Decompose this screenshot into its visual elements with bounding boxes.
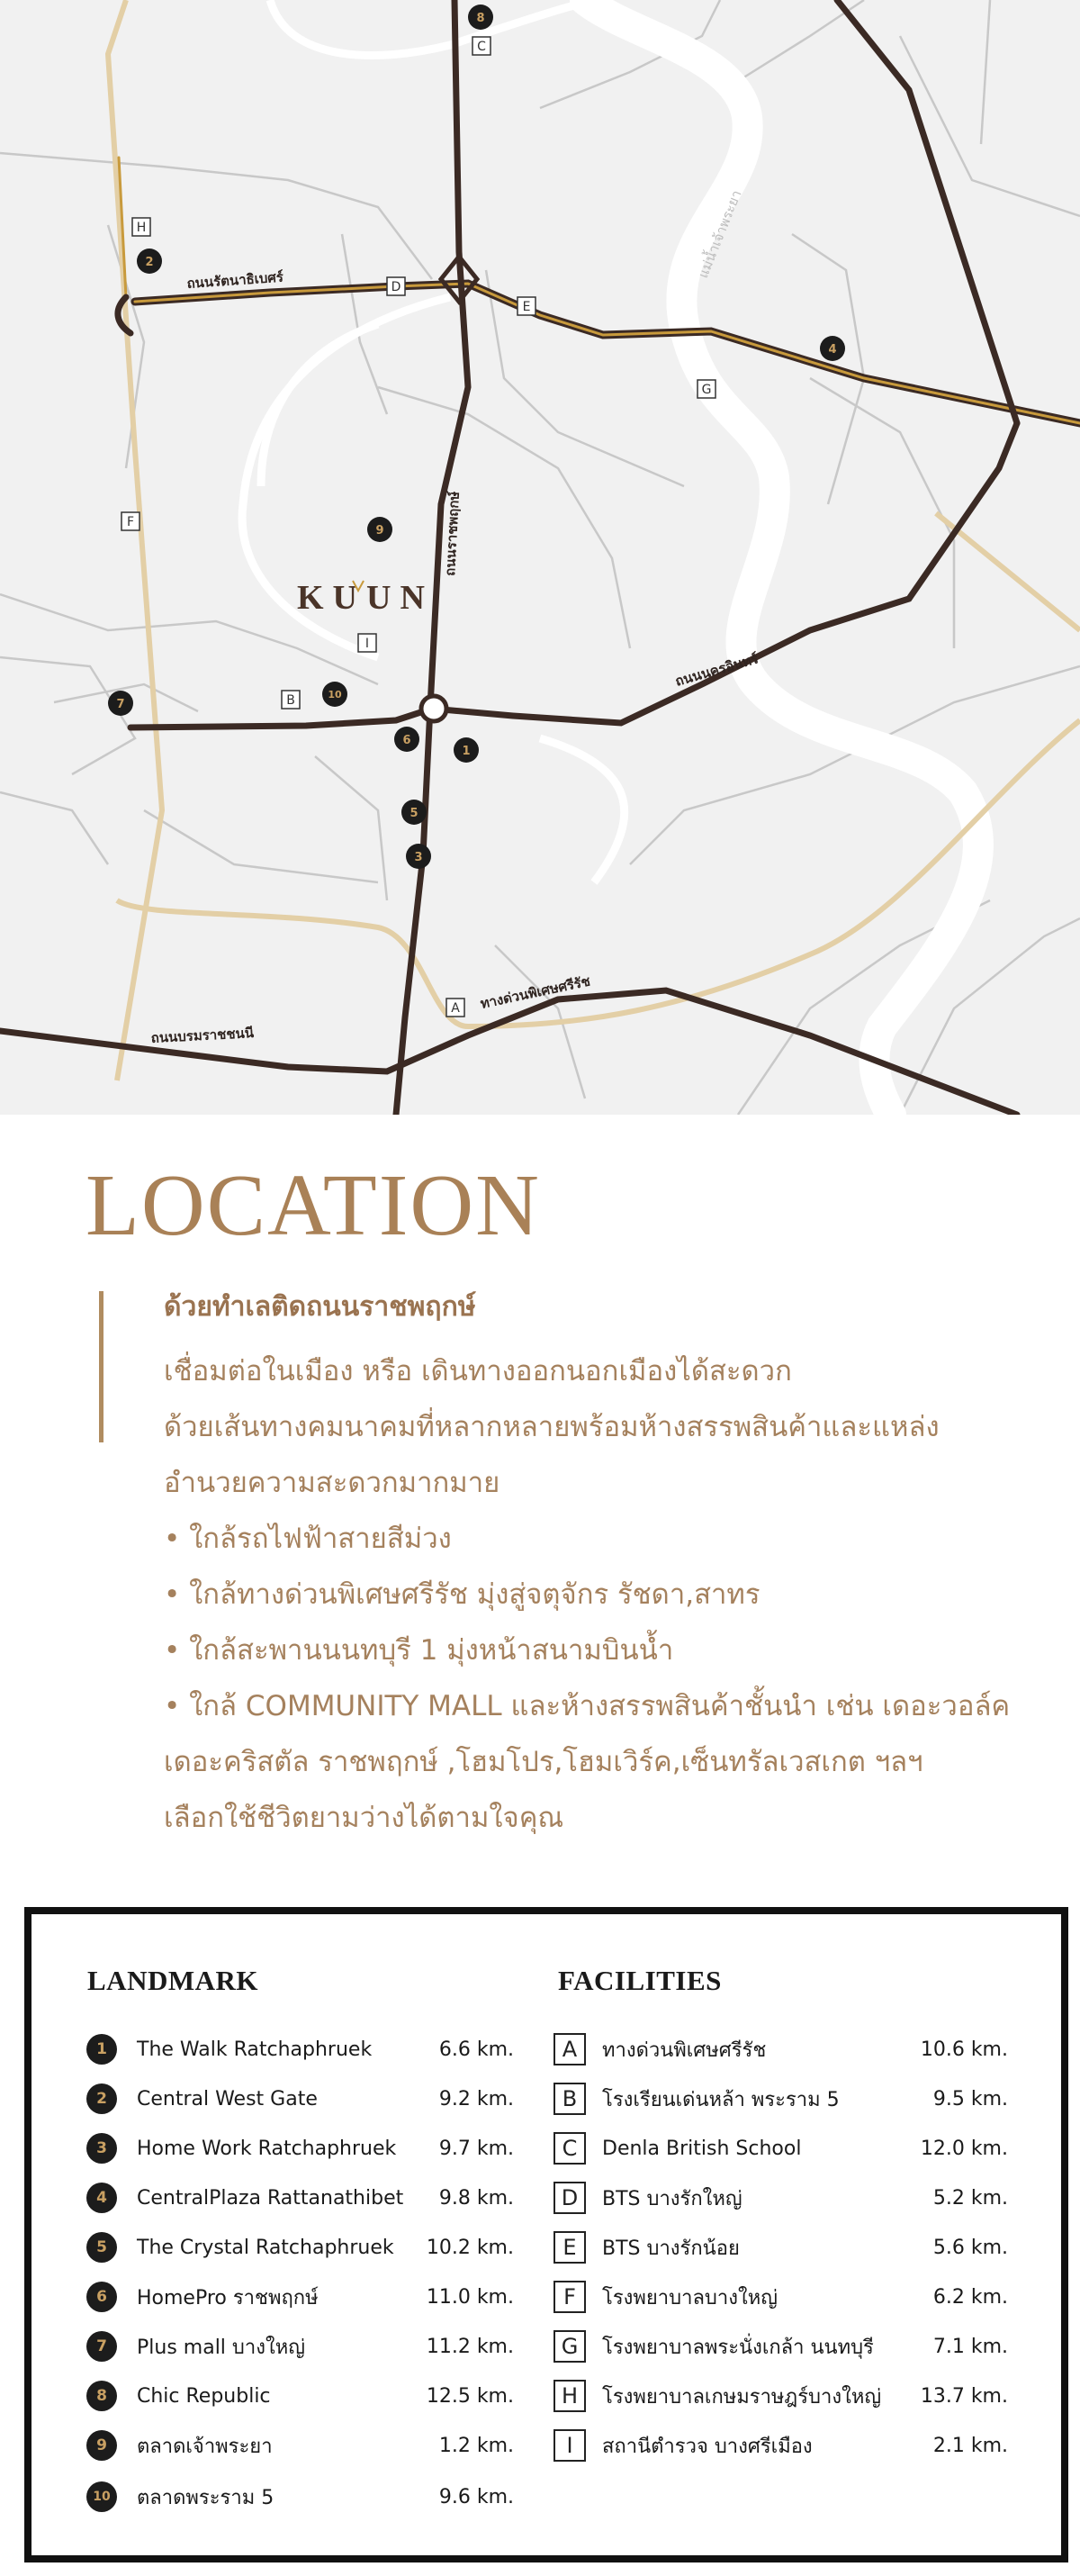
map-marker-1 <box>454 737 479 763</box>
map-marker-8 <box>468 5 493 30</box>
svg-text:3: 3 <box>414 851 423 864</box>
landmark-number-badge: 10 <box>86 2481 117 2512</box>
map-facility-c <box>472 37 490 55</box>
landmark-distance: 10.2 km. <box>426 2236 514 2259</box>
map-marker-6 <box>394 727 419 752</box>
map-facility-d <box>387 277 405 295</box>
facility-row <box>554 2378 1008 2414</box>
white-roads <box>242 0 625 882</box>
landmark-distance: 11.2 km. <box>426 2335 514 2358</box>
facility-name: Denla British School <box>602 2137 802 2160</box>
landmark-distance: 12.5 km. <box>426 2384 514 2408</box>
svg-text:10: 10 <box>328 689 342 700</box>
facility-letter-badge: G <box>554 2330 586 2363</box>
map-marker-10 <box>322 682 347 707</box>
facility-name: สถานีตำรวจ บางศรีเมือง <box>602 2435 813 2458</box>
road-label-nakhon-in: ถนนนครอินทร์ <box>673 650 760 690</box>
landmark-name: HomePro ราชพฤกษ์ <box>137 2286 319 2309</box>
svg-text:E: E <box>522 300 531 314</box>
location-line: อำนวยความสะดวกมากมาย <box>164 1467 500 1499</box>
svg-text:1: 1 <box>462 745 471 758</box>
landmark-number-badge: 2 <box>86 2083 117 2114</box>
location-accent-bar <box>99 1291 104 1442</box>
landmark-row <box>86 2378 514 2414</box>
location-bullet: • ใกล้ COMMUNITY MALL และห้างสรรพสินค้าชั้นนำ เช่น เดอะวอล์ค <box>164 1690 1011 1722</box>
svg-text:7: 7 <box>116 698 125 711</box>
map-marker-9 <box>367 517 392 542</box>
facility-letter-badge: E <box>554 2231 586 2264</box>
svg-text:H: H <box>136 221 147 235</box>
landmark-name: ตลาดเจ้าพระยา <box>137 2435 273 2458</box>
facility-letter-badge: I <box>554 2429 586 2462</box>
facility-row <box>554 2180 1008 2216</box>
landmark-distance: 1.2 km. <box>438 2434 514 2457</box>
landmark-name: Plus mall บางใหญ่ <box>137 2336 305 2359</box>
svg-text:G: G <box>701 383 712 397</box>
facility-name: BTS บางรักใหญ่ <box>602 2187 742 2210</box>
map-facility-a <box>446 999 464 1017</box>
river <box>585 0 978 1115</box>
landmark-distance: 11.0 km. <box>426 2285 514 2309</box>
facility-distance: 2.1 km. <box>932 2434 1008 2457</box>
facility-name: โรงพยาบาลพระนั่งเกล้า นนทบุรี <box>602 2336 874 2359</box>
landmark-number-badge: 1 <box>86 2034 117 2065</box>
facility-letter-badge: C <box>554 2132 586 2165</box>
landmark-row <box>86 2180 514 2216</box>
landmark-row <box>86 2229 514 2265</box>
facility-row <box>554 2328 1008 2364</box>
svg-text:2: 2 <box>145 256 154 269</box>
landmark-name: Home Work Ratchaphruek <box>137 2137 397 2160</box>
landmark-distance: 9.8 km. <box>438 2186 514 2210</box>
map-marker-5 <box>401 800 427 825</box>
landmark-row <box>86 2328 514 2364</box>
facility-distance: 7.1 km. <box>932 2335 1008 2358</box>
landmark-name: Central West Gate <box>137 2087 318 2111</box>
facility-row <box>554 2130 1008 2166</box>
facility-distance: 5.2 km. <box>932 2186 1008 2210</box>
map-facility-b <box>282 691 300 709</box>
svg-text:C: C <box>477 40 486 54</box>
facility-letter-badge: D <box>554 2182 586 2214</box>
map-marker-2 <box>137 249 162 274</box>
svg-text:A: A <box>451 1001 460 1016</box>
location-section <box>0 1115 1080 1898</box>
landmark-row <box>86 2081 514 2117</box>
landmark-distance: 6.6 km. <box>438 2038 514 2061</box>
location-line: ด้วยเส้นทางคมนาคมที่หลากหลายพร้อมห้างสรรพสินค้าและแหล่ง <box>164 1411 940 1443</box>
location-description <box>164 1291 1046 1846</box>
svg-text:6: 6 <box>402 734 411 747</box>
facility-distance: 12.0 km. <box>920 2137 1008 2160</box>
map-facility-f <box>122 512 140 530</box>
landmark-row <box>86 2427 514 2463</box>
facility-distance: 13.7 km. <box>920 2384 1008 2408</box>
landmark-number-badge: 7 <box>86 2331 117 2362</box>
landmark-distance: 9.6 km. <box>438 2485 514 2508</box>
facility-distance: 6.2 km. <box>932 2285 1008 2309</box>
road-label-ratchaphruek: ถนนราชพฤกษ์ <box>442 491 463 577</box>
facility-name: BTS บางรักน้อย <box>602 2237 740 2260</box>
facility-row <box>554 2279 1008 2315</box>
location-line: เชื่อมต่อในเมือง หรือ เดินทางออกนอกเมืองได้สะดวก <box>164 1355 792 1387</box>
svg-text:B: B <box>286 693 295 708</box>
facility-letter-badge: B <box>554 2083 586 2115</box>
svg-text:4: 4 <box>828 343 837 357</box>
map-marker-7 <box>108 691 133 716</box>
landmark-name: CentralPlaza Rattanathibet <box>137 2186 404 2210</box>
map-facility-g <box>698 380 716 398</box>
landmark-number-badge: 4 <box>86 2183 117 2213</box>
facility-row <box>554 2229 1008 2265</box>
landmark-name: The Crystal Ratchaphruek <box>137 2236 394 2259</box>
landmark-name: The Walk Ratchaphruek <box>137 2038 373 2061</box>
map-marker-3 <box>406 844 431 869</box>
location-map <box>0 0 1080 1115</box>
brand-logo: KUUN <box>297 579 434 617</box>
location-bullet: • ใกล้สะพานนนทบุรี 1 มุ่งหน้าสนามบินน้ำ <box>164 1634 674 1667</box>
landmark-row <box>86 2279 514 2315</box>
svg-text:5: 5 <box>410 807 418 820</box>
map-facility-e <box>518 297 536 315</box>
location-bullet: • ใกล้รถไฟฟ้าสายสีม่วง <box>164 1523 452 1555</box>
landmark-title: LANDMARK <box>87 1965 258 1996</box>
map-facility-i <box>358 634 376 652</box>
svg-text:9: 9 <box>375 524 384 538</box>
map-facility-h <box>132 218 150 236</box>
location-heading: ด้วยทำเลติดถนนราชพฤกษ์ <box>164 1291 476 1323</box>
landmark-distance: 9.7 km. <box>438 2137 514 2160</box>
dark-roads <box>0 0 1017 1115</box>
landmark-number-badge: 9 <box>86 2430 117 2461</box>
road-label-rattanathibet: ถนนรัตนาธิเบศร์ <box>186 268 284 292</box>
facility-name: ทางด่วนพิเศษศรีรัช <box>602 2038 767 2062</box>
svg-text:D: D <box>391 280 401 294</box>
landmark-row <box>86 2479 514 2515</box>
facility-distance: 5.6 km. <box>932 2236 1008 2259</box>
landmark-distance: 9.2 km. <box>438 2087 514 2111</box>
facility-letter-badge: F <box>554 2281 586 2313</box>
map-marker-4 <box>820 336 845 361</box>
facility-distance: 9.5 km. <box>932 2087 1008 2111</box>
facility-distance: 10.6 km. <box>920 2038 1008 2061</box>
landmark-row <box>86 2130 514 2166</box>
facility-letter-badge: H <box>554 2380 586 2412</box>
location-line: เดอะคริสตัล ราชพฤกษ์ ,โฮมโปร,โฮมเวิร์ค,เซ็นทรัลเวสเกต ฯลฯ <box>164 1746 923 1778</box>
landmark-facilities-panel <box>24 1907 1068 2562</box>
facility-name: โรงเรียนเด่นหล้า พระราม 5 <box>602 2088 840 2111</box>
minor-roads <box>0 0 1080 1115</box>
facility-name: โรงพยาบาลบางใหญ่ <box>602 2286 778 2309</box>
landmark-name: Chic Republic <box>137 2384 271 2408</box>
svg-text:I: I <box>364 637 370 651</box>
road-label-borommaratchachonnani: ถนนบรมราชชนนี <box>150 1025 255 1046</box>
landmark-number-badge: 3 <box>86 2133 117 2164</box>
road-label-si-rat: ทางด่วนพิเศษศรีรัช <box>479 972 592 1012</box>
landmark-row <box>86 2031 514 2067</box>
gold-roads <box>119 158 1080 423</box>
svg-text:F: F <box>126 515 135 529</box>
landmark-number-badge: 6 <box>86 2282 117 2312</box>
facility-name: โรงพยาบาลเกษมราษฎร์บางใหญ่ <box>602 2385 882 2409</box>
location-bullet: • ใกล้ทางด่วนพิเศษศรีรัช มุ่งสู่จตุจักร รัชดา,สาทร <box>164 1578 760 1611</box>
facility-row <box>554 2031 1008 2067</box>
river-label: แม่น้ำเจ้าพระยา <box>695 187 745 281</box>
location-title: LOCATION <box>86 1157 541 1254</box>
facilities-title: FACILITIES <box>558 1965 722 1996</box>
landmark-number-badge: 5 <box>86 2232 117 2263</box>
facility-row <box>554 2081 1008 2117</box>
facility-letter-badge: A <box>554 2033 586 2065</box>
landmark-number-badge: 8 <box>86 2381 117 2411</box>
landmark-name: ตลาดพระราม 5 <box>137 2486 274 2509</box>
location-line: เลือกใช้ชีวิตยามว่างได้ตามใจคุณ <box>164 1802 564 1834</box>
facility-row <box>554 2427 1008 2463</box>
svg-text:8: 8 <box>476 12 485 25</box>
